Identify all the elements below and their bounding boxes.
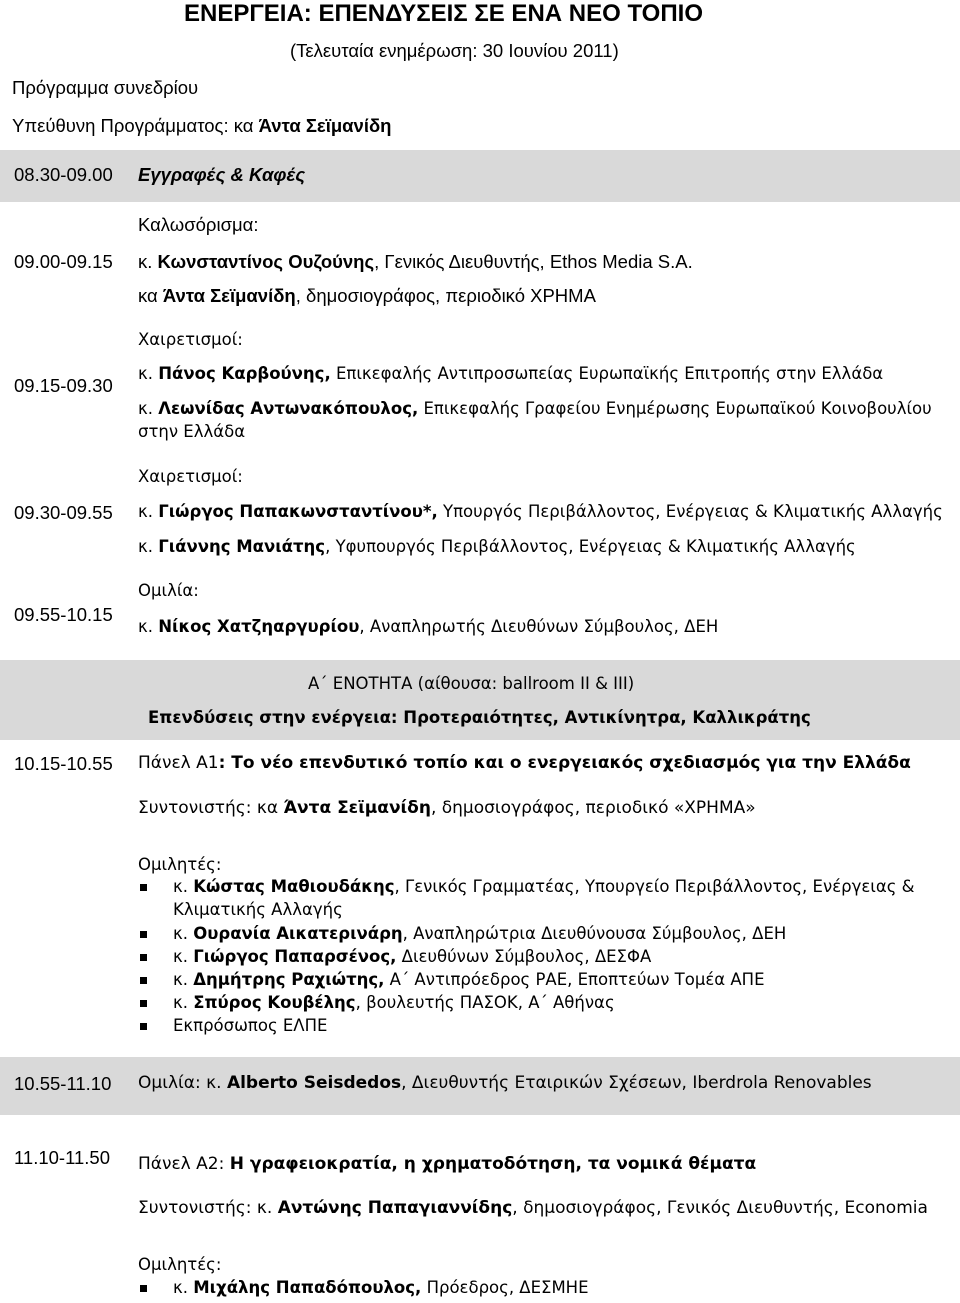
bullet-icon (140, 1000, 147, 1007)
greetings-speaker-cont: στην Ελλάδα (138, 422, 246, 441)
greetings-speaker (138, 399, 932, 418)
last-update: (Τελευταία ενημέρωση: 30 Ιουνίου 2011) (290, 40, 619, 61)
speech-label: Ομιλία: (138, 581, 199, 600)
session-subheading: Επενδύσεις στην ενέργεια: Προτεραιότητες, Αντικίνητρα, Καλλικράτης (148, 708, 811, 727)
speaker-name: Λεωνίδας Αντωνακόπουλος, (158, 399, 419, 418)
time-registration: 08.30-09.00 (14, 164, 113, 185)
speaker-name: Νίκος Χατζηαργυρίου (158, 617, 360, 636)
speaker-role: Πρόεδρος, ΔΕΣΜΗΕ (421, 1278, 589, 1297)
time-speech-2: 10.55-11.10 (14, 1073, 112, 1094)
speaker-role: , Αναπληρώτρια Διευθύνουσα Σύμβουλος, ΔΕΗ (402, 924, 787, 943)
session-band (0, 660, 960, 740)
greetings-label: Χαιρετισμοί: (138, 330, 243, 349)
bullet-icon (140, 1285, 147, 1292)
speaker-item: Εκπρόσωπος ΕΛΠΕ (173, 1016, 328, 1035)
speaker-role: Επικεφαλής Αντιπροσωπείας Ευρωπαϊκής Επιτροπής στην Ελλάδα (330, 364, 884, 383)
bullet-icon (140, 977, 147, 984)
speaker-name: Μιχάλης Παπαδόπουλος, (193, 1278, 422, 1297)
speaker-name: Γιώργος Παπακωνσταντίνου*, (158, 502, 438, 521)
speaker-role: Επικεφαλής Γραφείου Ενημέρωσης Ευρωπαϊκού Κοινοβουλίου (418, 399, 932, 418)
prefix: Ομιλία: κ. (138, 1073, 227, 1093)
time-greetings-1: 09.15-09.30 (14, 375, 113, 396)
speaker-name: Alberto Seisdedos (226, 1073, 402, 1093)
welcome-speaker (138, 251, 693, 273)
speech-speaker (138, 617, 718, 636)
prefix: κ. (138, 502, 159, 521)
speaker-role: , Αναπληρωτής Διευθύνων Σύμβουλος, ΔΕΗ (359, 617, 719, 636)
greetings-label: Χαιρετισμοί: (138, 467, 243, 486)
speaker-role: , δημοσιογράφος, περιοδικό ΧΡΗΜΑ (295, 285, 596, 306)
prefix: κ. (138, 617, 159, 636)
welcome-speaker (138, 285, 596, 307)
speaker-name: Δημήτρης Ραχιώτης, (193, 970, 385, 989)
time-panel-a1: 10.15-10.55 (14, 753, 113, 774)
program-label: Πρόγραμμα συνεδρίου (12, 77, 199, 98)
speaker-name: Άντα Σεϊμανίδη (162, 285, 296, 306)
prefix: κ. (138, 537, 159, 556)
speaker-item (173, 993, 615, 1012)
speaker-item (173, 970, 765, 989)
speech-speaker (138, 1073, 872, 1093)
panel-a1-moderator (138, 798, 756, 818)
prefix: κ. (138, 399, 159, 418)
moderator-name: Άντα Σεϊμανίδη (283, 798, 431, 818)
deputy-minister-speaker (138, 537, 856, 556)
speakers-label: Ομιλητές: (138, 1255, 222, 1274)
time-panel-a2: 11.10-11.50 (14, 1147, 111, 1168)
session-heading: Α΄ ΕΝΟΤΗΤΑ (αίθουσα: ballroom II & III) (308, 674, 635, 693)
prefix: Συντονιστής: κ. (138, 1198, 278, 1218)
moderator-name: Αντώνης Παπαγιαννίδης (277, 1198, 513, 1218)
speaker-role: , βουλευτής ΠΑΣΟΚ, Α΄ Αθήνας (355, 993, 615, 1012)
speaker-name: Κωνσταντίνος Ουζούνης (157, 251, 375, 272)
speaker-role: Υπουργός Περιβάλλοντος, Ενέργειας & Κλιματικής Αλλαγής (437, 502, 943, 521)
speaker-role: Διευθύνων Σύμβουλος, ΔΕΣΦΑ (396, 947, 652, 966)
prefix: Συντονιστής: κα (138, 798, 284, 818)
speaker-name: Πάνος Καρβούνης, (158, 364, 331, 383)
time-speech-1: 09.55-10.15 (14, 604, 113, 625)
prefix: κ. (138, 251, 158, 272)
time-welcome: 09.00-09.15 (14, 251, 113, 272)
panel-a2-moderator (138, 1198, 928, 1218)
responsible-prefix: Υπεύθυνη Προγράμματος: κα (12, 115, 259, 136)
speaker-name: Σπύρος Κουβέλης (193, 993, 356, 1012)
panel-label: Πάνελ Α2: (138, 1154, 230, 1174)
speaker-name: Κώστας Μαθιουδάκης (193, 877, 395, 896)
speaker-role: , Διευθυντής Εταιρικών Σχέσεων, Iberdrola Renovables (401, 1073, 872, 1093)
panel-a2-title (138, 1154, 756, 1174)
speaker-role: , Υφυπουργός Περιβάλλοντος, Ενέργειας & Κλιματικής Αλλαγής (325, 537, 856, 556)
prefix: κ. (138, 364, 159, 383)
bullet-icon (140, 931, 147, 938)
speaker-item (173, 877, 915, 896)
prefix: κ. (173, 877, 194, 896)
panel-title-text: Η γραφειοκρατία, η χρηματοδότηση, τα νομικά θέματα (229, 1154, 757, 1174)
speaker-item-cont: Κλιματικής Αλλαγής (173, 900, 343, 919)
responsible-name: Άντα Σεϊμανίδη (258, 115, 392, 136)
speakers-label: Ομιλητές: (138, 855, 222, 874)
panel-label: Πάνελ Α1 (138, 753, 219, 773)
prefix: κ. (173, 924, 194, 943)
speaker-item (173, 1278, 589, 1297)
program-responsible (12, 115, 392, 137)
speaker-role: Α΄ Αντιπρόεδρος ΡΑΕ, Εποπτεύων Τομέα ΑΠΕ (384, 970, 765, 989)
prefix: κ. (173, 1278, 194, 1297)
bullet-icon (140, 884, 147, 891)
speaker-name: Γιώργος Παπαρσένος, (193, 947, 397, 966)
time-greetings-2: 09.30-09.55 (14, 502, 113, 523)
speaker-name: Γιάννης Μανιάτης (158, 537, 326, 556)
moderator-role: , δημοσιογράφος, Γενικός Διευθυντής, Economia (512, 1198, 928, 1218)
speaker-item (173, 947, 651, 966)
registration-title: Εγγραφές & Καφές (138, 164, 306, 185)
greetings-speaker (138, 364, 883, 383)
bullet-icon (140, 954, 147, 961)
welcome-label: Καλωσόρισμα: (138, 214, 259, 235)
bullet-icon (140, 1023, 147, 1030)
speaker-role: , Γενικός Γραμματέας, Υπουργείο Περιβάλλοντος, Ενέργειας & (394, 877, 915, 896)
minister-speaker (138, 502, 943, 521)
speaker-name: Ουρανία Αικατερινάρη (193, 924, 403, 943)
prefix: κα (138, 285, 163, 306)
speaker-role: , Γενικός Διευθυντής, Ethos Media S.A. (374, 251, 693, 272)
panel-title-text: : Το νέο επενδυτικό τοπίο και ο ενεργειακός σχεδιασμός για την Ελλάδα (218, 753, 911, 773)
prefix: κ. (173, 947, 194, 966)
prefix: κ. (173, 970, 194, 989)
speaker-item (173, 924, 786, 943)
panel-a1-title (138, 753, 911, 773)
prefix: κ. (173, 993, 194, 1012)
moderator-role: , δημοσιογράφος, περιοδικό «ΧΡΗΜΑ» (430, 798, 756, 818)
page-title: ΕΝΕΡΓΕΙΑ: ΕΠΕΝΔΥΣΕΙΣ ΣΕ ΕΝΑ ΝΕΟ ΤΟΠΙΟ (184, 0, 704, 27)
